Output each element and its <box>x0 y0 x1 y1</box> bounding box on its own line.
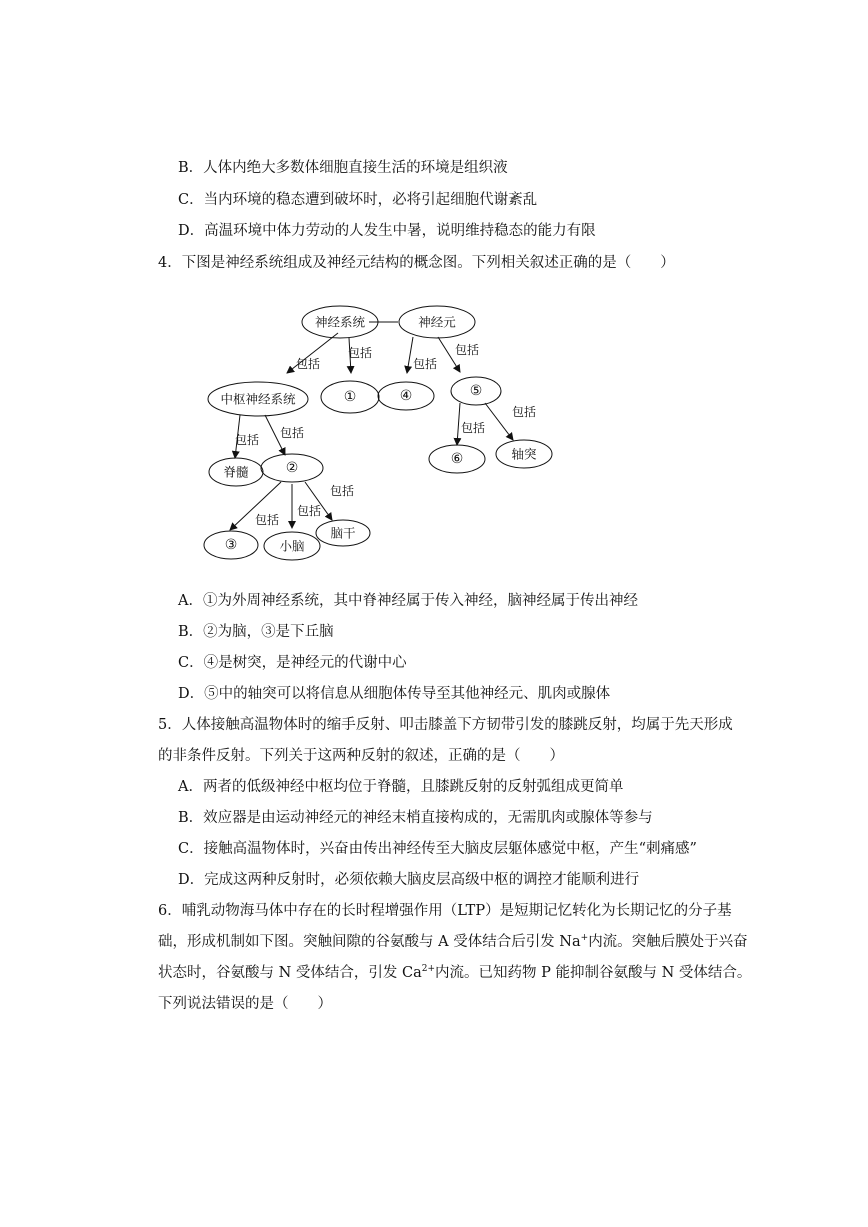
edge-label: 包括 <box>295 357 321 371</box>
q3-option-d: D．高温环境中体力劳动的人发生中暑，说明维持稳态的能力有限 <box>178 223 596 239</box>
q4-stem: 4．下图是神经系统组成及神经元结构的概念图。下列相关叙述正确的是（ ） <box>158 255 675 271</box>
q4-option-d: D．⑤中的轴突可以将信息从细胞体传导至其他神经元、肌肉或腺体 <box>178 686 611 702</box>
edge-label: 包括 <box>454 343 480 357</box>
edge-label: 包括 <box>412 357 438 371</box>
q5-option-a: A．两者的低级神经中枢均位于脊髓，且膝跳反射的反射弧组成更简单 <box>178 779 624 795</box>
node-3: ③ <box>224 537 238 553</box>
node-nervous-system: 神经系统 <box>314 314 366 330</box>
node-1: ① <box>343 389 357 405</box>
node-cerebellum: 小脑 <box>279 538 305 554</box>
node-neuron: 神经元 <box>418 314 456 330</box>
edge-label: 包括 <box>254 513 280 527</box>
edge-label: 包括 <box>296 504 322 518</box>
node-axon: 轴突 <box>511 446 537 462</box>
q6-line2-part2: 内流。突触后膜处于兴奋 <box>588 934 748 950</box>
q4-option-b: B．②为脑，③是下丘脑 <box>178 624 334 640</box>
q5-option-d: D．完成这两种反射时，必须依赖大脑皮层高级中枢的调控才能顺利进行 <box>178 872 640 888</box>
q6-line2-superscript: + <box>580 933 589 944</box>
node-4: ④ <box>399 388 413 404</box>
edge-label: 包括 <box>329 484 355 498</box>
q6-stem-line3 <box>158 963 751 983</box>
node-cns: 中枢神经系统 <box>220 391 296 407</box>
edge-label: 包括 <box>460 421 486 435</box>
q6-line3-part1: 状态时，谷氨酸与 N 受体结合，引发 Ca <box>158 965 422 981</box>
q6-stem-line4: 下列说法错误的是（ ） <box>158 996 332 1012</box>
q4-option-c: C．④是树突，是神经元的代谢中心 <box>178 655 407 671</box>
arrow-5-6 <box>457 403 460 445</box>
arrow-5-axon <box>485 403 513 440</box>
edge-label: 包括 <box>234 433 260 447</box>
q3-option-b: B．人体内绝大多数体细胞直接生活的环境是组织液 <box>178 160 508 176</box>
nervous-system-concept-diagram <box>195 290 575 570</box>
q6-stem-line1: 6．哺乳动物海马体中存在的长时程增强作用（LTP）是短期记忆转化为长期记忆的分子基 <box>158 903 732 919</box>
q5-option-c: C．接触高温物体时，兴奋由传出神经传至大脑皮层躯体感觉中枢，产生“刺痛感” <box>178 841 697 857</box>
node-spinal-cord: 脊髓 <box>223 464 249 480</box>
q6-line2-part1: 础，形成机制如下图。突触间隙的谷氨酸与 A 受体结合后引发 Na <box>158 934 581 950</box>
q4-option-a: A．①为外周神经系统，其中脊神经属于传入神经，脑神经属于传出神经 <box>178 593 638 609</box>
node-2: ② <box>285 460 299 476</box>
q5-stem-line1: 5．人体接触高温物体时的缩手反射、叩击膝盖下方韧带引发的膝跳反射，均属于先天形成 <box>158 717 733 733</box>
q6-line3-part2: 内流。已知药物 P 能抑制谷氨酸与 N 受体结合。 <box>435 965 752 981</box>
edge-label: 包括 <box>279 426 305 440</box>
edge-label: 包括 <box>347 346 373 360</box>
q5-option-b: B．效应器是由运动神经元的神经末梢直接构成的，无需肌肉或腺体等参与 <box>178 810 653 826</box>
q5-stem-line2: 的非条件反射。下列关于这两种反射的叙述，正确的是（ ） <box>158 748 564 764</box>
q3-option-c: C．当内环境的稳态遭到破坏时，必将引起细胞代谢紊乱 <box>178 192 538 208</box>
node-5: ⑤ <box>469 383 483 399</box>
node-brainstem: 脑干 <box>330 525 356 541</box>
edge-label: 包括 <box>511 405 537 419</box>
node-6: ⑥ <box>450 451 464 467</box>
q6-stem-line2 <box>158 932 748 952</box>
q6-line3-superscript: 2+ <box>421 964 436 975</box>
